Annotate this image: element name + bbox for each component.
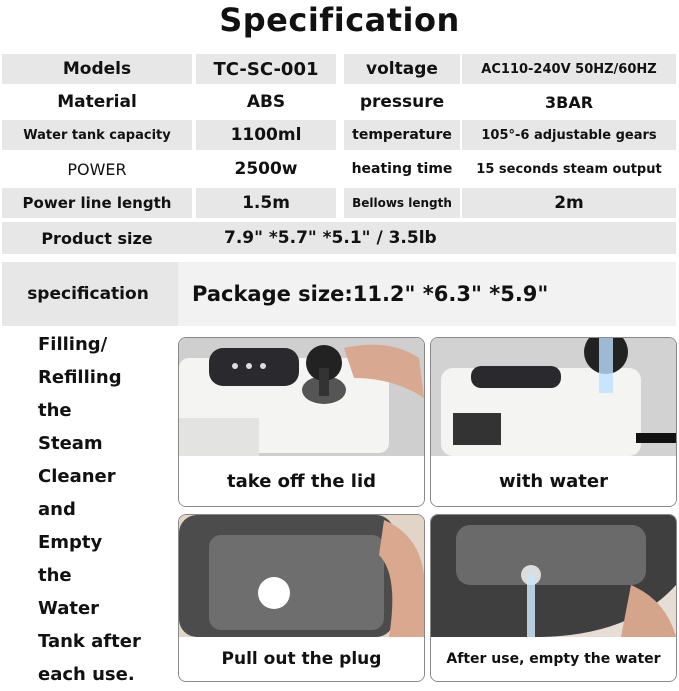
steam-cleaner-fill-image xyxy=(431,338,676,456)
spec-value-temperature: 105°-6 adjustable gears xyxy=(462,120,676,150)
step-caption: After use, empty the water xyxy=(431,637,676,681)
spec-label-heating-time: heating time xyxy=(351,161,453,177)
step-caption: with water xyxy=(431,456,676,506)
spec-label-power-line: Power line length xyxy=(2,188,192,218)
spec-value-heating-time: 15 seconds steam output xyxy=(476,161,662,177)
step-photo-pull-plug xyxy=(178,514,425,682)
spec-label-material: Material xyxy=(57,92,137,112)
spec-value-power-line: 1.5m xyxy=(196,188,336,218)
step-photo-fill-water xyxy=(430,337,677,507)
spec-label-pressure: pressure xyxy=(359,92,445,112)
water-tank-empty-image xyxy=(431,515,676,637)
spec-value-power: 2500w xyxy=(234,159,298,179)
spec-label-water-tank: Water tank capacity xyxy=(2,120,192,150)
product-size-label: Product size xyxy=(2,222,192,254)
instructions-text: Filling/ Refilling the Steam Cleaner and Empty the Water Tank after each use. xyxy=(38,334,141,685)
step-photo-take-off-lid xyxy=(178,337,425,507)
spec-value-water-tank: 1100ml xyxy=(196,120,336,150)
page-title: Specification xyxy=(219,1,460,39)
spec-value-models: TC-SC-001 xyxy=(196,54,336,84)
spec-label-power: POWER xyxy=(67,159,127,179)
spec-label-models: Models xyxy=(2,54,192,84)
step-caption: take off the lid xyxy=(179,456,424,506)
package-value: Package size:11.2" *6.3" *5.9" xyxy=(178,262,676,326)
package-label: specification xyxy=(2,262,174,326)
spec-value-pressure: 3BAR xyxy=(544,92,594,112)
product-size-value: 7.9" *5.7" *5.1" / 3.5lb xyxy=(196,222,524,254)
spec-label-temperature: temperature xyxy=(344,120,460,150)
water-tank-plug-image xyxy=(179,515,424,637)
step-photo-empty-water xyxy=(430,514,677,682)
spec-value-voltage: AC110-240V 50HZ/60HZ xyxy=(462,54,676,84)
spec-label-bellows: Bellows length xyxy=(344,188,460,218)
spec-value-material: ABS xyxy=(246,92,286,112)
steam-cleaner-lid-image xyxy=(179,338,424,456)
spec-label-voltage: voltage xyxy=(344,54,460,84)
spec-value-bellows: 2m xyxy=(462,188,676,218)
step-caption: Pull out the plug xyxy=(179,637,424,681)
